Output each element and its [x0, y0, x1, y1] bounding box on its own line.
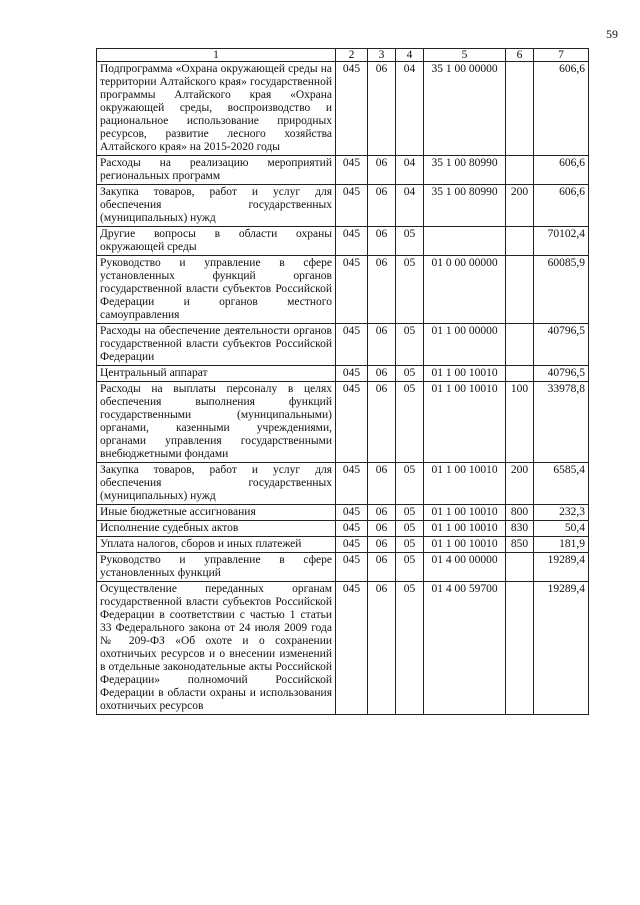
expense-name-cell: Уплата налогов, сборов и иных платежей	[97, 537, 336, 553]
amount-cell: 40796,5	[534, 366, 589, 382]
amount-cell: 40796,5	[534, 324, 589, 366]
subsection-code-cell: 04	[396, 62, 424, 156]
expense-name-cell: Расходы на реализацию мероприятий региональных программ	[97, 156, 336, 185]
table-row	[97, 505, 589, 521]
table-row	[97, 366, 589, 382]
ministry-code-cell: 045	[336, 537, 368, 553]
table-row	[97, 521, 589, 537]
target-article-cell	[424, 227, 506, 256]
expense-name-cell: Исполнение судебных актов	[97, 521, 336, 537]
subsection-code-cell: 05	[396, 505, 424, 521]
section-code-cell: 06	[368, 521, 396, 537]
expense-type-cell: 100	[506, 382, 534, 463]
target-article-cell: 01 1 00 10010	[424, 366, 506, 382]
target-article-cell: 01 1 00 10010	[424, 463, 506, 505]
subsection-code-cell: 05	[396, 366, 424, 382]
table-row	[97, 156, 589, 185]
ministry-code-cell: 045	[336, 463, 368, 505]
table-row	[97, 582, 589, 715]
expense-name-cell: Закупка товаров, работ и услуг для обеспечения государственных (муниципальных) нужд	[97, 463, 336, 505]
ministry-code-cell: 045	[336, 521, 368, 537]
expense-type-cell: 800	[506, 505, 534, 521]
ministry-code-cell: 045	[336, 256, 368, 324]
expense-type-cell: 200	[506, 463, 534, 505]
section-code-cell: 06	[368, 62, 396, 156]
section-code-cell: 06	[368, 156, 396, 185]
expense-name-cell: Центральный аппарат	[97, 366, 336, 382]
table-row	[97, 463, 589, 505]
section-code-cell: 06	[368, 185, 396, 227]
target-article-cell: 01 1 00 00000	[424, 324, 506, 366]
table-header-row	[97, 49, 589, 62]
table-row	[97, 324, 589, 366]
subsection-code-cell: 05	[396, 256, 424, 324]
ministry-code-cell: 045	[336, 505, 368, 521]
ministry-code-cell: 045	[336, 227, 368, 256]
subsection-code-cell: 04	[396, 185, 424, 227]
expense-name-cell: Руководство и управление в сфере установленных функций	[97, 553, 336, 582]
ministry-code-cell: 045	[336, 324, 368, 366]
section-code-cell: 06	[368, 382, 396, 463]
target-article-cell: 01 0 00 00000	[424, 256, 506, 324]
column-header: 1	[97, 49, 336, 62]
table-row	[97, 382, 589, 463]
target-article-cell: 01 1 00 10010	[424, 521, 506, 537]
ministry-code-cell: 045	[336, 382, 368, 463]
table-row	[97, 553, 589, 582]
expense-type-cell	[506, 582, 534, 715]
ministry-code-cell: 045	[336, 553, 368, 582]
target-article-cell: 01 4 00 59700	[424, 582, 506, 715]
table-row	[97, 537, 589, 553]
ministry-code-cell: 045	[336, 156, 368, 185]
ministry-code-cell: 045	[336, 62, 368, 156]
section-code-cell: 06	[368, 505, 396, 521]
subsection-code-cell: 05	[396, 382, 424, 463]
subsection-code-cell: 05	[396, 521, 424, 537]
amount-cell: 50,4	[534, 521, 589, 537]
expense-type-cell	[506, 324, 534, 366]
ministry-code-cell: 045	[336, 185, 368, 227]
column-header: 7	[534, 49, 589, 62]
table-row	[97, 256, 589, 324]
section-code-cell: 06	[368, 256, 396, 324]
subsection-code-cell: 05	[396, 537, 424, 553]
expense-type-cell	[506, 227, 534, 256]
section-code-cell: 06	[368, 366, 396, 382]
expense-type-cell: 850	[506, 537, 534, 553]
expense-type-cell	[506, 366, 534, 382]
budget-table	[96, 48, 589, 715]
expense-name-cell: Расходы на выплаты персоналу в целях обеспечения выполнения функций государственными (муниципальными) органами, казенными учреждениями, органами управления государственными внебюджетными фондами	[97, 382, 336, 463]
column-header: 5	[424, 49, 506, 62]
section-code-cell: 06	[368, 227, 396, 256]
table-row	[97, 227, 589, 256]
amount-cell: 60085,9	[534, 256, 589, 324]
column-header: 6	[506, 49, 534, 62]
expense-type-cell	[506, 553, 534, 582]
expense-type-cell: 200	[506, 185, 534, 227]
expense-name-cell: Осуществление переданных органам государственной власти субъектов Российской Федерации в соответствии с частью 1 статьи 33 Федерального закона от 24 июля 2009 года № 209-ФЗ «Об охоте и о сохранении охотничьих ресурсов и о внесении изменений в отдельные законодательные акты Российской Федерации» полномочий Российской Федерации в области охраны и использования охотничьих ресурсов	[97, 582, 336, 715]
amount-cell: 19289,4	[534, 553, 589, 582]
section-code-cell: 06	[368, 582, 396, 715]
amount-cell: 181,9	[534, 537, 589, 553]
amount-cell: 232,3	[534, 505, 589, 521]
ministry-code-cell: 045	[336, 366, 368, 382]
column-header: 2	[336, 49, 368, 62]
target-article-cell: 01 1 00 10010	[424, 505, 506, 521]
section-code-cell: 06	[368, 553, 396, 582]
expense-name-cell: Подпрограмма «Охрана окружающей среды на территории Алтайского края» государственной программы Алтайского края «Охрана окружающей среды, воспроизводство и рациональное использование природных ресурсов, развитие лесного хозяйства Алтайского края» на 2015-2020 годы	[97, 62, 336, 156]
section-code-cell: 06	[368, 463, 396, 505]
subsection-code-cell: 05	[396, 227, 424, 256]
section-code-cell: 06	[368, 324, 396, 366]
target-article-cell: 01 1 00 10010	[424, 382, 506, 463]
expense-name-cell: Закупка товаров, работ и услуг для обеспечения государственных (муниципальных) нужд	[97, 185, 336, 227]
expense-type-cell	[506, 156, 534, 185]
expense-name-cell: Расходы на обеспечение деятельности органов государственной власти субъектов Российской Федерации	[97, 324, 336, 366]
expense-type-cell: 830	[506, 521, 534, 537]
ministry-code-cell: 045	[336, 582, 368, 715]
amount-cell: 606,6	[534, 156, 589, 185]
subsection-code-cell: 05	[396, 582, 424, 715]
subsection-code-cell: 05	[396, 553, 424, 582]
amount-cell: 19289,4	[534, 582, 589, 715]
amount-cell: 6585,4	[534, 463, 589, 505]
amount-cell: 33978,8	[534, 382, 589, 463]
subsection-code-cell: 04	[396, 156, 424, 185]
page-number: 59	[606, 27, 618, 41]
column-header: 4	[396, 49, 424, 62]
amount-cell: 606,6	[534, 185, 589, 227]
amount-cell: 606,6	[534, 62, 589, 156]
expense-type-cell	[506, 62, 534, 156]
expense-name-cell: Иные бюджетные ассигнования	[97, 505, 336, 521]
column-header: 3	[368, 49, 396, 62]
target-article-cell: 01 4 00 00000	[424, 553, 506, 582]
target-article-cell: 35 1 00 80990	[424, 156, 506, 185]
section-code-cell: 06	[368, 537, 396, 553]
target-article-cell: 35 1 00 80990	[424, 185, 506, 227]
target-article-cell: 01 1 00 10010	[424, 537, 506, 553]
subsection-code-cell: 05	[396, 324, 424, 366]
expense-name-cell: Другие вопросы в области охраны окружающей среды	[97, 227, 336, 256]
amount-cell: 70102,4	[534, 227, 589, 256]
table-row	[97, 185, 589, 227]
table-row	[97, 62, 589, 156]
subsection-code-cell: 05	[396, 463, 424, 505]
expense-type-cell	[506, 256, 534, 324]
target-article-cell: 35 1 00 00000	[424, 62, 506, 156]
expense-name-cell: Руководство и управление в сфере установленных функций органов государственной власти субъектов Российской Федерации и органов местного самоуправления	[97, 256, 336, 324]
